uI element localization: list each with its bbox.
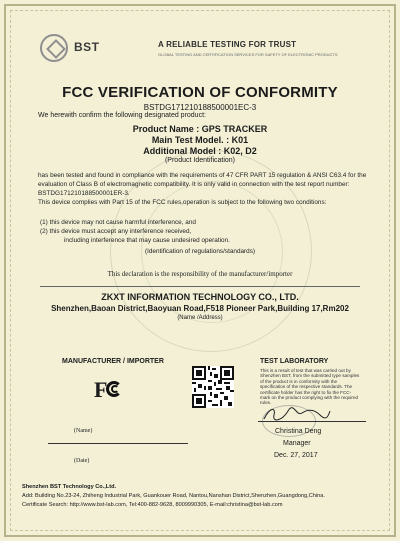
qr-code-icon [192, 366, 234, 408]
tagline: A RELIABLE TESTING FOR TRUST [158, 40, 297, 49]
footer-company: Shenzhen BST Technology Co.,Ltd. [22, 484, 117, 490]
address-caption: (Name /Address) [177, 315, 223, 321]
responsibility-statement: This declaration is the responsibility of the manufacturer/importer [107, 270, 293, 278]
lab-heading: TEST LABORATORY [260, 358, 329, 365]
intro-text: We herewith confirm the following designated product: [38, 112, 206, 119]
condition-2-cont: including interference that may cause undesired operation. [64, 237, 230, 244]
bst-logo-icon [40, 34, 68, 62]
manufacturer-heading: MANUFACTURER / IMPORTER [62, 358, 164, 365]
divider [40, 286, 360, 287]
condition-1: (1) this device may not cause harmful interference, and [40, 219, 196, 226]
name-signature-line [48, 443, 188, 444]
manufacturer-name-label: (Name) [74, 428, 93, 434]
tagline-subtitle: GLOBAL TESTING AND CERTIFICATION SERVICES FOR SAFETY OF ELECTRONIC PRODUCTS [158, 52, 338, 57]
lab-statement: This is a result of test that was carried out by Shenzhen BST, from the submitted type samples of the product is in conformity with the specification of the respective standards. The certificate holder has the right to fix the FCC-mark on the product complying with the required rules. [260, 368, 360, 406]
main-test-model: Main Test Model. : K01 [151, 135, 249, 145]
regulations-caption: (Identification of regulations/standards) [144, 248, 256, 255]
footer [22, 483, 325, 510]
product-name: Product Name : GPS TRACKER [132, 124, 268, 134]
company-name: ZKXT INFORMATION TECHNOLOGY CO., LTD. [101, 292, 299, 302]
compliance-paragraph: has been tested and found in compliance with the requirements of 47 CFR PART 15 regulation & ANSI C63.4 for the evaluation of Class B of electromagnetic compatibility. It is only valid in connection with the test report number: BSTDG171210188500001ER-3. [38, 172, 367, 197]
lab-signature-line [258, 421, 366, 422]
product-block [0, 124, 400, 157]
condition-2: (2) this device must accept any interference received, [40, 228, 192, 235]
additional-model: Additional Model : K02, D2 [143, 146, 257, 156]
footer-address: Add: Building No.23-24, Zhiheng Industrial Park, Guankouer Road, Nantou,Nanshan District,Shenzhen,Guangdong,China. [22, 493, 325, 499]
conditions-paragraph: This device complies with Part 15 of the FCC rules,operation is subject to the following two conditions: [38, 199, 327, 206]
signature-date: Dec. 27, 2017 [274, 452, 318, 459]
signer-role: Manager [283, 440, 311, 447]
fcc-logo-icon: F [94, 378, 124, 402]
company-address: Shenzhen,Baoan District,Baoyuan Road,F518 Pioneer Park,Building 17,Rm202 [51, 304, 349, 313]
certificate-number: BSTDG171210188500001EC-3 [143, 103, 257, 112]
manufacturer-date-label: (Date) [74, 458, 90, 464]
signer-name: Christina Deng [275, 428, 322, 435]
header [40, 34, 370, 74]
brand-name: BST [74, 40, 100, 54]
product-id-caption: (Product Identification) [164, 157, 236, 164]
footer-contact: Certificate Search: http://www.bst-lab.com, Tel:400-882-9628, 8009990305, E-mail:christina@bst-lab.com [22, 502, 283, 508]
certificate-title: FCC VERIFICATION OF CONFORMITY [62, 84, 338, 101]
